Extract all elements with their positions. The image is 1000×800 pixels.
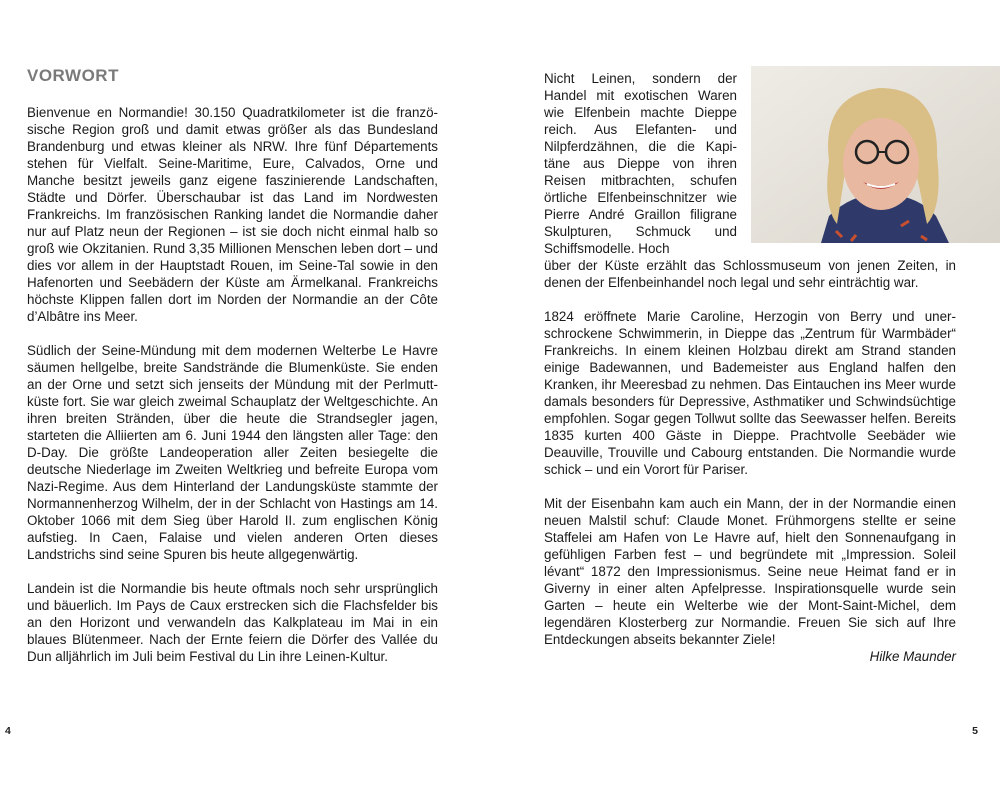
author-signature: Hilke Maunder <box>869 649 956 664</box>
left-body-text <box>27 104 438 665</box>
paragraph: 1824 eröffnete Marie Caroline, Herzogin von Berry und unerschrockene Schwimmerin, in Dieppe das „Zentrum für Warmbäder“ Frankreichs. In einem kleinen Holzbau direkt am Strand standen einige Badewannen, und Bademeister aus England halfen den Kranken, ihr Meeresbad zu nehmen. Das Eintauchen ins Meer wurde damals besonders für Depressive, Asthmatiker und Schwindsüchtige empfohlen. Sogar gegen Tollwut sollte das Seewasser helfen. Bereits 1835 kurten 400 Gäste in Dieppe. Prachtvolle Seebäder wie Deauville, Trouville und Cabourg entstanden. Die Normandie wurde schick – und ein Vorort für Pariser. <box>544 309 956 477</box>
intro-block <box>544 70 956 257</box>
paragraph: Landein ist die Normandie bis heute oftmals noch sehr ursprünglich und bäuerlich. Im Pays de Caux erstrecken sich die Flachsfelder bis an den Horizont und verwandeln das Kalkplateau im Mai in ein blaues Blütenmeer. Nach der Ernte feiern die Dörfer des Vallée du Dun alljährlich im Juli beim Festival du Lin ihre Leinen-Kultur. <box>27 581 438 664</box>
right-body-text <box>544 70 956 665</box>
page-number-right: 5 <box>972 725 978 737</box>
intro-paragraph-continued: über der Küste erzählt das Schlossmuseum von jenen Zeiten, in denen der Elfenbeinhandel noch legal und sehr einträchtig war. <box>544 258 956 290</box>
paragraph: Südlich der Seine-Mündung mit dem modernen Welterbe Le Havre säumen hellgelbe, breite Sandstrände die Blumenküste. Sie enden an der Orne und setzt sich jenseits der Mündung mit der Perlmuttküste fort. Sie war gleich zweimal Schauplatz der Weltgeschichte. An ihren breiten Stränden, über die heute die Strandsegler jagen, starteten die Alliierten am 6. Juni 1944 den längsten aller Tage: den D-Day. Die größte Landeoperation aller Zeiten besiegelte die deutsche Niederlage im Zweiten Weltkrieg und befreite Europa vom Nazi-Regime. Aus dem Hinterland der Landungsküste stammte der Normannenherzog Wilhelm, der in der Schlacht von Hastings am 14. Oktober 1066 mit dem Sieg über Harold II. zum englischen König aufstieg. In Caen, Falaise und vielen anderen Orten dieses Landstrichs sind seine Spuren bis heute allgegenwärtig. <box>27 343 438 562</box>
paragraph: Mit der Eisenbahn kam auch ein Mann, der in der Normandie einen neuen Malstil schuf: Claude Monet. Frühmorgens stellte er seine Staffelei am Hafen von Le Havre auf, hielt den Sonnenaufgang in gefühligen Farben fest – und begründete mit „Impression. Soleil lévant“ 1872 den Impressionismus. Seine neue Heimat fand er in Giverny in einer alten Apfelpresse. Inspirationsquelle wurde sein Garten – heute ein Welterbe wie der Mont-Saint-Michel, dem legendären Klosterberg zur Normandie. Freuen Sie sich auf Ihre Entdeckungen abseits bekannter Ziele! <box>544 496 956 647</box>
right-page <box>500 0 1000 800</box>
intro-paragraph: Nicht Leinen, sondern der Handel mit exotischen Waren wie Elfenbein machte Dieppe reich. Aus Elefanten- und Nilpferdzähnen, die die Kapitäne aus Dieppe von ihren Reisen mitbrachten, schufen örtliche Elfenbeinschnitzer wie Pierre André Graillon filigrane Skulpturen, Schmuck und Schiffsmodelle. Hoch <box>544 71 737 256</box>
paragraph: Bienvenue en Normandie! 30.150 Quadratkilometer ist die französische Region groß und damit etwas größer als das Bundesland Brandenburg und etwas kleiner als NRW. Ihre fünf Départements stehen für Vielfalt. Seine-Maritime, Eure, Calvados, Orne und Manche besitzt jeweils ganz eigene faszinierende Landschaften, Städte und Dörfer. Überschaubar ist das Land im Nordwesten Frankreichs. Im französischen Ranking landet die Normandie daher nur auf Platz neun der Regionen – ist sie doch nicht einmal halb so groß wie Okzitanien. Rund 3,35 Millionen Menschen leben dort – und dies vor allem in der Hauptstadt Rouen, im Seine-Tal sowie in den Hafenorten und Seebädern der Küste am Ärmelkanal. Frankreichs höchste Klippen fallen dort im Norden der Normandie an der Côte d’Albâtre ins Meer. <box>27 105 438 324</box>
chapter-heading: VORWORT <box>27 66 119 85</box>
page-number-left: 4 <box>5 725 11 737</box>
